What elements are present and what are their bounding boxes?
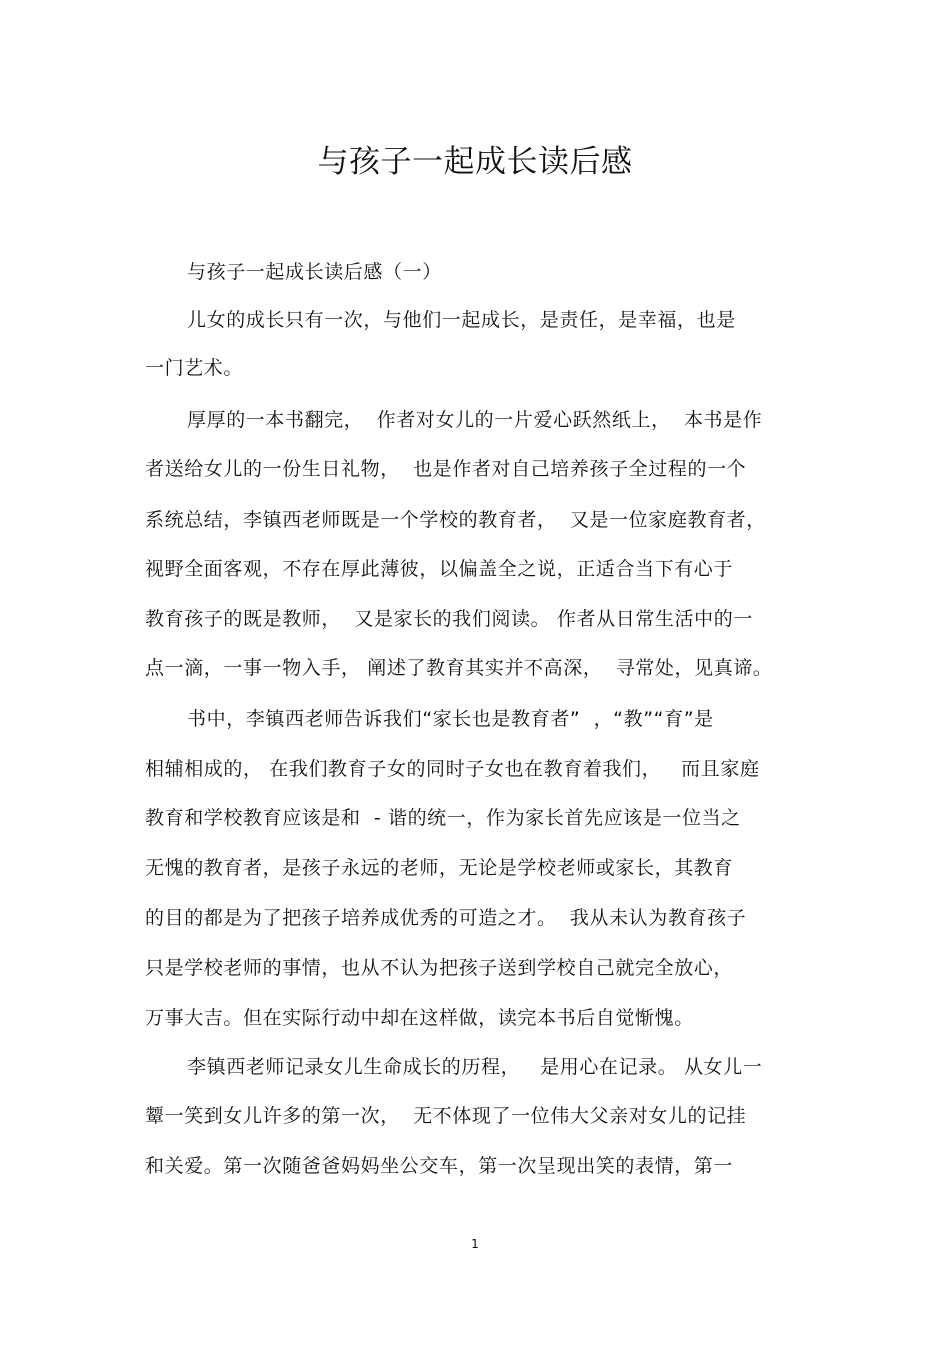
text-line: 只是学校老师的事情，也从不认为把孩子送到学校自己就完全放心，: [145, 957, 734, 979]
text-line: 教育和学校教育应该是和 - 谐的统一，作为家长首先应该是一位当之: [145, 807, 741, 829]
text-line: 点一滴，一事一物入手， 阐述了教育其实并不高深， 寻常处，见真谛。: [145, 657, 773, 679]
text-line: 系统总结，李镇西老师既是一个学校的教育者， 又是一位家庭教育者，: [145, 509, 766, 531]
text-line: 视野全面客观，不存在厚此薄彼，以偏盖全之说，正适合当下有心于: [145, 558, 734, 580]
text-line: 无愧的教育者，是孩子永远的老师，无论是学校老师或家长，其教育: [145, 857, 734, 879]
text-line: 书中，李镇西老师告诉我们“家长也是教育者” ，“教”“育”是: [187, 708, 714, 730]
text-line: 和关爱。第一次随爸爸妈妈坐公交车，第一次呈现出笑的表情，第一: [145, 1155, 734, 1177]
subtitle-line: 与孩子一起成长读后感（一）: [187, 261, 442, 283]
text-line: 李镇西老师记录女儿生命成长的历程， 是用心在记录。 从女儿一: [187, 1056, 763, 1078]
page-number: 1: [471, 1237, 479, 1251]
text-line: 的目的都是为了把孩子培养成优秀的可造之才。 我从未认为教育孩子: [145, 907, 747, 929]
text-line: 教育孩子的既是教师， 又是家长的我们阅读。 作者从日常生活中的一: [145, 608, 753, 630]
text-line: 者送给女儿的一份生日礼物， 也是作者对自己培养孩子全过程的一个: [145, 458, 747, 480]
text-line: 颦一笑到女儿许多的第一次， 无不体现了一位伟大父亲对女儿的记挂: [145, 1105, 747, 1127]
text-line: 相辅相成的， 在我们教育子女的同时子女也在教育着我们， 而且家庭: [145, 758, 760, 780]
document-title: 与孩子一起成长读后感: [317, 144, 633, 180]
text-line: 厚厚的一本书翻完， 作者对女儿的一片爱心跃然纸上， 本书是作: [187, 409, 763, 431]
text-line: 万事大吉。但在实际行动中却在这样做，读完本书后自觉惭愧。: [145, 1007, 694, 1029]
text-line: 儿女的成长只有一次，与他们一起成长，是责任，是幸福，也是: [187, 309, 736, 331]
text-line: 一门艺术。: [145, 357, 244, 379]
